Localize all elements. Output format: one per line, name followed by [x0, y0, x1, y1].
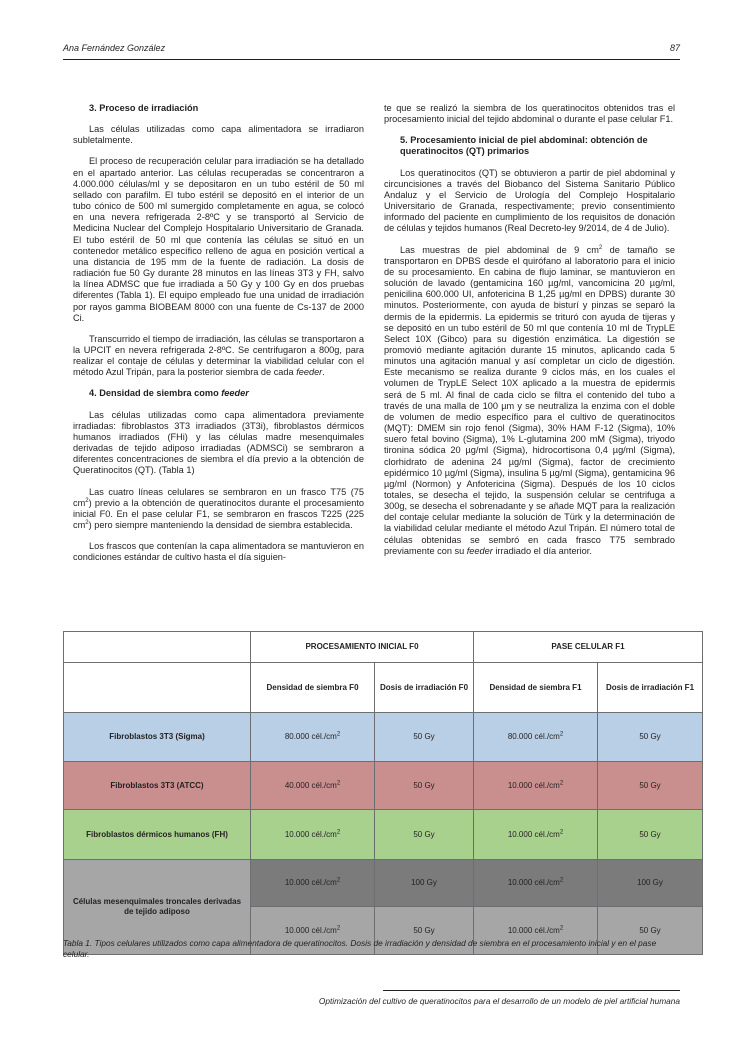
density-cell [474, 762, 598, 810]
table-row [64, 860, 703, 907]
running-head [63, 43, 680, 59]
density-value: 10.000 [284, 829, 310, 839]
density-unit: cél./cm [532, 780, 560, 790]
unit-superscript: 2 [559, 877, 564, 884]
column-header: Dosis de irradiación F0 [375, 663, 474, 713]
column-header: Densidad de siembra F1 [474, 663, 598, 713]
row-label: Células mesenquimales troncales derivadas de tejido adiposo [64, 860, 251, 955]
dose-cell: 50 Gy [598, 762, 703, 810]
density-cell [251, 810, 375, 860]
density-value: 10.000 [507, 878, 533, 887]
dose-cell: 50 Gy [598, 907, 703, 955]
dose-cell: 50 Gy [375, 907, 474, 955]
paragraph [73, 334, 364, 379]
unit-superscript: 2 [336, 731, 341, 738]
density-cell [474, 713, 598, 762]
table-subheader-row [64, 663, 703, 713]
density-cell [251, 713, 375, 762]
dose-cell: 50 Gy [375, 810, 474, 860]
density-value: 10.000 [507, 829, 533, 839]
density-cell [251, 762, 375, 810]
page-number: 87 [669, 43, 680, 53]
unit-superscript: 2 [559, 731, 564, 738]
dose-cell: 50 Gy [598, 713, 703, 762]
author-name: Ana Fernández González [63, 43, 166, 53]
unit-superscript: 2 [336, 779, 341, 786]
table-1 [63, 631, 703, 955]
dose-cell: 50 Gy [375, 713, 474, 762]
unit-superscript: 2 [336, 877, 341, 884]
section-3-heading: 3. Proceso de irradiación [89, 103, 199, 113]
table-corner-cell [64, 663, 251, 713]
paragraph [73, 487, 364, 532]
section-5-heading: 5. Procesamiento inicial de piel abdominal: obtención de queratinocitos (QT) primarios [400, 135, 648, 157]
density-value: 80.000 [507, 732, 533, 741]
running-footer: Optimización del cultivo de queratinocitos para el desarrollo de un modelo de piel artificial humana [318, 996, 680, 1006]
table-corner-cell [64, 632, 251, 663]
table-header-row [64, 632, 703, 663]
density-value: 40.000 [284, 780, 310, 790]
text-run: Transcurrido el tiempo de irradiación, las células se transportaron a la UPCIT en nevera refrigerada 2-8ºC. Se centrifugaron a 800g, para realizar el contaje de células y determinar la viabilidad celular con el método Azul Tripán, para la posterior siembra de cada [73, 333, 364, 378]
density-unit: cél./cm [309, 780, 337, 790]
text-run: Las cuatro líneas celulares se sembraron en un frasco T75 (75 cm [73, 486, 364, 508]
dose-cell: 100 Gy [598, 860, 703, 907]
superscript: 2 [85, 519, 89, 526]
density-value: 10.000 [284, 878, 310, 887]
text-run: . [322, 367, 325, 378]
density-unit: cél./cm [532, 925, 560, 935]
text-run: irradiado el día anterior. [492, 545, 592, 556]
table-row [64, 713, 703, 762]
dose-cell: 50 Gy [598, 810, 703, 860]
text-run: ) previo a la obtención de queratinocitos durante el procesamiento inicial F0. En el pase celular F1, se sembraron en frascos T225 (225 cm [73, 497, 364, 530]
left-column [73, 103, 364, 573]
footer-rule [383, 990, 680, 991]
row-label: Fibroblastos dérmicos humanos (FH) [64, 810, 251, 860]
density-unit: cél./cm [309, 878, 337, 887]
text-run-italic: feeder [296, 367, 323, 378]
paragraph: Los queratinocitos (QT) se obtuvieron a partir de piel abdominal y circuncisiones a través del Biobanco del Sistema Sanitario Público Andaluz y el Servicio de Urología del Complejo Hospitalario Universitario de Granada, respectivamente; previo consentimiento informado del paciente en cumplimiento de los requisitos de donación de células y tejidos humanos (Real Decreto-ley 9/2014, de 4 de Julio). [384, 167, 675, 234]
text-run-italic: feeder [221, 388, 249, 399]
paragraph: Las células utilizadas como capa alimentadora se irradiaron subletalmente. [73, 124, 364, 146]
unit-superscript: 2 [559, 924, 564, 931]
column-header: Dosis de irradiación F1 [598, 663, 703, 713]
superscript: 2 [598, 244, 603, 251]
right-column [384, 103, 675, 567]
unit-superscript: 2 [336, 828, 341, 835]
unit-superscript: 2 [559, 828, 564, 835]
row-label: Fibroblastos 3T3 (ATCC) [64, 762, 251, 810]
dose-cell: 100 Gy [375, 860, 474, 907]
table-row [64, 810, 703, 860]
table-caption: Tabla 1. Tipos celulares utilizados como capa alimentadora de queratinocitos. Dosis de irradiación y densidad de siembra en el procesamiento inicial y en el pase celular. [63, 938, 657, 959]
density-unit: cél./cm [532, 732, 560, 741]
density-value: 10.000 [507, 925, 533, 935]
superscript: 2 [85, 497, 89, 504]
density-cell [474, 810, 598, 860]
section-4-heading [73, 388, 364, 399]
density-unit: cél./cm [532, 878, 560, 887]
group-header-f0: PROCESAMIENTO INICIAL F0 [251, 632, 474, 663]
density-value: 80.000 [284, 732, 310, 741]
density-unit: cél./cm [309, 925, 337, 935]
density-cell [474, 860, 598, 907]
table-row [64, 762, 703, 810]
text-run: ) pero siempre manteniendo la densidad de siembra establecida. [88, 520, 353, 530]
column-header: Densidad de siembra F0 [251, 663, 375, 713]
density-value: 10.000 [284, 925, 310, 935]
density-cell [251, 860, 375, 907]
group-header-f1: PASE CELULAR F1 [474, 632, 703, 663]
dose-cell: 50 Gy [375, 762, 474, 810]
paragraph: Los frascos que contenían la capa alimentadora se mantuvieron en condiciones estándar de cultivo hasta el día siguien- [73, 541, 364, 563]
row-label: Fibroblastos 3T3 (Sigma) [64, 713, 251, 762]
paragraph: El proceso de recuperación celular para irradiación se ha detallado en el apartado anterior. Las células recuperadas se concentraron a 4.000.000 células/ml y se depositaron en un tubo estéril de 50 ml sellado con parafilm. El tubo estéril se depositó en el interior de un tubo cónico de 500 ml sumergido completamente en agua, se colocó en una nevera refrigerada 2-8ºC y se transportó al Servicio de Medicina Nuclear del Complejo Hospitalario Universitario de Granada. El tubo estéril de 50 ml que contenía las células se situó en un contenedor metálico específico relleno de agua en posición vertical a una distancia de 195 mm de la fuente de radiación. La dosis de radiación fue 50 Gy durante 28 minutos en las líneas 3T3 y FH, salvo la línea ADMSC que fue irradiada a 50 Gy y 100 Gy en dos pruebas diferentes (Tabla 1). El equipo empleado fue una unidad de irradiación por rayos gamma BIOBEAM 8000 con una fuente de Cs-137 de 2000 Ci. [73, 156, 364, 323]
text-run: 4. Densidad de siembra como [89, 388, 222, 399]
density-unit: cél./cm [309, 732, 337, 741]
paragraph: Las células utilizadas como capa alimentadora previamente irradiadas: fibroblastos 3T3 irradiados (3T3i), fibroblastos dérmicos humanos irradiados (FHi) y las células madre mesenquimales derivadas de tejido adiposo irradiadas (ADMSCi) se sembraron a diferentes concentraciones de siembra el día previo a la obtención de Queratinocitos (QT). (Tabla 1) [73, 409, 364, 476]
unit-superscript: 2 [559, 779, 564, 786]
header-rule [63, 59, 680, 60]
text-run: de tamaño se transportaron en DPBS desde el quirófano al laboratorio para el inicio de su procesamiento. En cabina de flujo laminar, se mantuvieron en solución de lavado (gentamicina 160 µg/ml, vancomicina 20 µg/ml, penicilina 600.000 UI, anfotericina B 1,25 µg/ml en DPBS) durante 30 minutos. Posteriormente, con ayuda de bisturí y pinzas se separó la dermis de la epidermis. La epidermis se trituró con ayuda de tijeras y se depositó en un tubo estéril de 50 ml que contenía 10 ml de TrypLE Select 10X (Gibco) para su digestión enzimática. La digestión se promovió mediante agitación durante 15 minutos, aplicando cada 5 minutos una agitación manual y así completar un ciclo de digestión. Este mecanismo se realiza durante 9 ciclos más, en los cuales el volumen de TrypLE Select 10X aplicado a la muestra de epidermis será de 5 ml. Al final de cada ciclo se filtra el contenido del tubo a través de una malla de 100 µm y se neutraliza la enzima con el doble de volumen de medio específico para el cultivo de queratinocitos (MQT): DMEM sin rojo fenol (Sigma), 30% HAM F-12 (Sigma), 10% suero fetal bovino (Sigma), 1% L-glutamina 200 mM (Sigma), triyodo tironina sódica 20 µg/ml (Sigma), hidrocortisona 0,4 µg/ml (Sigma), clorhidrato de adenina 24 µg/ml (Sigma), factor de crecimiento epidérmico 10 µg/ml (Sigma), insulina 5 µg/ml (Sigma), gentamicina 96 µg/ml (Normon) y Anfotericina (Sigma). Después de los 10 ciclos totales, se desecha el tejido, la suspensión celular se centrifuga a 300g, se desecha el sobrenadante y se añade MQT para la realización del contaje celular mediante la solución de Türk y la determinación de la viabilidad celular mediante el método Azul Tripán. El número total de células obtenidas se sembró en cada frasco T75 sembrado previamente con su [384, 244, 675, 556]
unit-superscript: 2 [336, 924, 341, 931]
text-run-italic: feeder [466, 545, 493, 556]
density-unit: cél./cm [532, 829, 560, 839]
text-run: Las muestras de piel abdominal de 9 cm [400, 244, 599, 255]
density-unit: cél./cm [309, 829, 337, 839]
paragraph [384, 245, 675, 557]
paragraph-continued: te que se realizó la siembra de los queratinocitos obtenidos tras el procesamiento inicial del tejido abdominal o durante el pase celular F1. [384, 103, 675, 125]
density-value: 10.000 [507, 780, 533, 790]
